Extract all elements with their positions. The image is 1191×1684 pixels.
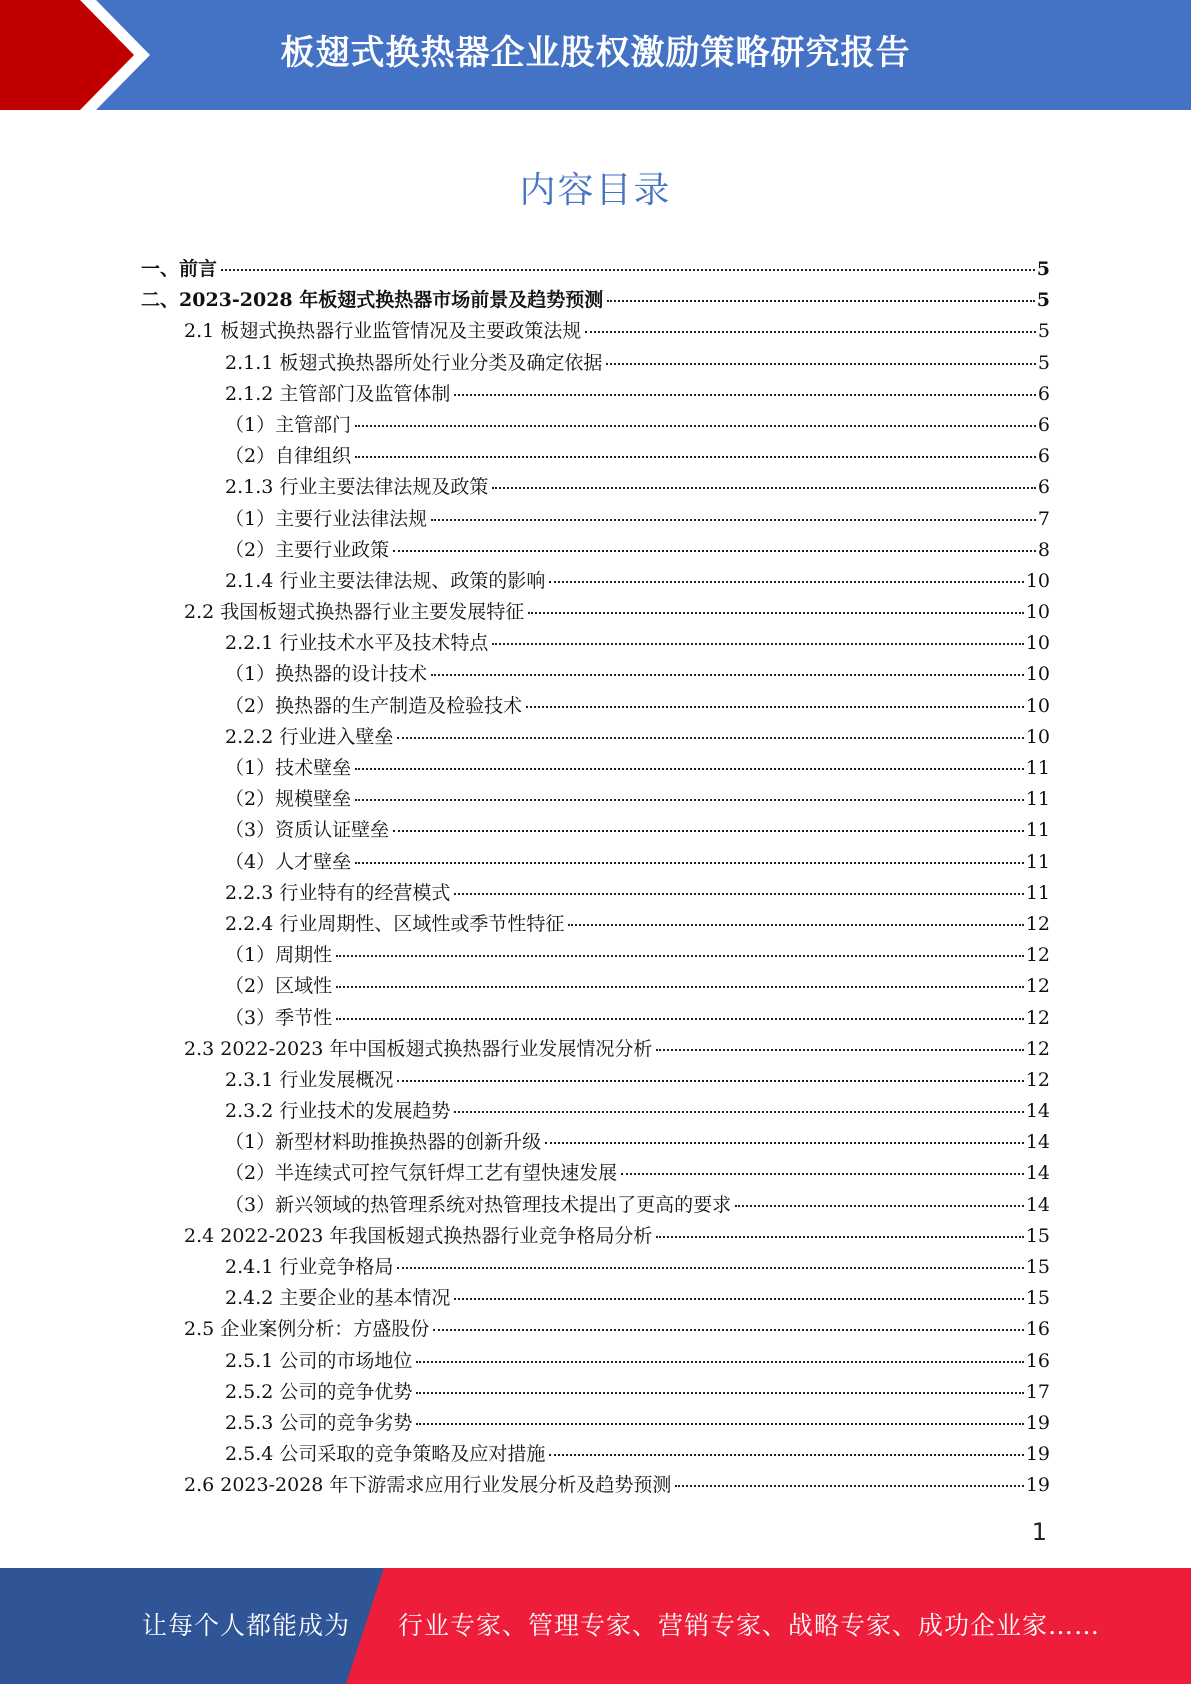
toc-dot-leader <box>549 581 1023 583</box>
toc-entry-label: 2.5.4 公司采取的竞争策略及应对措施 <box>225 1443 546 1466</box>
toc-entry[interactable] <box>141 597 1050 628</box>
toc-entry-page: 8 <box>1037 538 1050 561</box>
toc-entry-label: （1）技术壁垒 <box>225 757 352 779</box>
toc-dot-leader <box>397 1267 1023 1269</box>
toc-entry-label: （2）主要行业政策 <box>225 538 390 561</box>
toc-entry-label: （3）资质认证壁垒 <box>225 819 390 842</box>
toc-entry-page: 14 <box>1025 1193 1050 1216</box>
toc-entry[interactable] <box>141 1096 1050 1127</box>
toc-entry[interactable] <box>141 815 1050 846</box>
toc-entry-page: 11 <box>1025 788 1050 811</box>
toc-dot-leader <box>526 706 1024 708</box>
toc-entry-label: （1）换热器的设计技术 <box>225 663 428 686</box>
toc-entry-page: 10 <box>1025 632 1050 655</box>
toc-entry[interactable] <box>141 1034 1050 1065</box>
toc-entry-page: 12 <box>1025 1037 1050 1060</box>
toc-entry[interactable] <box>141 659 1050 690</box>
toc-entry[interactable] <box>141 628 1050 659</box>
toc-dot-leader <box>355 768 1024 770</box>
toc-dot-leader <box>221 269 1035 271</box>
page-number: 1 <box>1031 1518 1047 1546</box>
toc-dot-leader <box>492 643 1023 645</box>
toc-entry-page: 14 <box>1025 1131 1050 1154</box>
toc-dot-leader <box>675 1485 1023 1487</box>
toc-entry[interactable] <box>141 1252 1050 1283</box>
toc-entry-page: 11 <box>1025 819 1050 842</box>
toc-entry-label: 2.4.1 行业竞争格局 <box>225 1256 394 1278</box>
toc-entry[interactable] <box>141 753 1050 784</box>
toc-entry-label: 2.3.1 行业发展概况 <box>225 1068 394 1091</box>
toc-entry[interactable] <box>141 691 1050 722</box>
toc-entry-page: 14 <box>1025 1162 1050 1185</box>
toc-entry-page: 15 <box>1025 1256 1050 1278</box>
toc-entry[interactable] <box>141 1127 1050 1158</box>
toc-entry-label: （3）季节性 <box>225 1006 333 1029</box>
toc-entry-page: 16 <box>1025 1318 1050 1341</box>
toc-entry[interactable] <box>141 348 1050 379</box>
toc-entry-label: 2.2.3 行业特有的经营模式 <box>225 881 451 904</box>
toc-entry[interactable] <box>141 1221 1050 1252</box>
toc-entry[interactable] <box>141 722 1050 753</box>
toc-dot-leader <box>416 1392 1023 1394</box>
toc-entry[interactable] <box>141 410 1050 441</box>
toc-dot-leader <box>336 1018 1024 1020</box>
toc-entry[interactable] <box>141 535 1050 566</box>
toc-entry-label: （2）自律组织 <box>225 445 352 468</box>
toc-entry-label: 2.1.2 主管部门及监管体制 <box>225 382 451 405</box>
toc-entry-label: 2.5.2 公司的竞争优势 <box>225 1380 413 1403</box>
toc-entry-label: 2.4 2022-2023 年我国板翅式换热器行业竞争格局分析 <box>184 1224 653 1247</box>
toc-entry[interactable] <box>141 1003 1050 1034</box>
toc-entry[interactable] <box>141 847 1050 878</box>
toc-entry[interactable] <box>141 379 1050 410</box>
toc-entry-label: 2.5 企业案例分析：方盛股份 <box>184 1318 430 1341</box>
toc-dot-leader <box>336 986 1024 988</box>
toc-dot-leader <box>355 425 1036 427</box>
toc-entry-page: 11 <box>1025 850 1050 873</box>
toc-entry-label: 二、2023-2028 年板翅式换热器市场前景及趋势预测 <box>141 289 604 312</box>
toc-entry[interactable] <box>141 566 1050 597</box>
toc-entry-page: 16 <box>1025 1349 1050 1372</box>
chevron-arrow-icon <box>0 0 160 110</box>
footer-banner <box>0 1568 1191 1684</box>
toc-entry[interactable] <box>141 285 1050 316</box>
footer-slogan-left: 让每个人都能成为 <box>142 1611 351 1640</box>
toc-dot-leader <box>528 612 1024 614</box>
toc-entry-label: 2.2 我国板翅式换热器行业主要发展特征 <box>184 601 525 624</box>
toc-entry-label: 2.2.4 行业周期性、区域性或季节性特征 <box>225 912 565 935</box>
toc-dot-leader <box>607 300 1035 302</box>
toc-entry-page: 5 <box>1037 320 1050 343</box>
toc-entry-page: 10 <box>1025 725 1050 748</box>
toc-entry-page: 7 <box>1037 507 1050 530</box>
toc-entry[interactable] <box>141 1158 1050 1189</box>
toc-entry-page: 19 <box>1025 1443 1050 1466</box>
toc-entry-page: 11 <box>1025 881 1050 904</box>
toc-entry-label: （1）主要行业法律法规 <box>225 507 428 530</box>
toc-entry[interactable] <box>141 504 1050 535</box>
toc-dot-leader <box>585 331 1036 333</box>
toc-entry-page: 19 <box>1025 1474 1050 1497</box>
toc-dot-leader <box>355 862 1024 864</box>
toc-dot-leader <box>621 1173 1024 1175</box>
report-title: 板翅式换热器企业股权激励策略研究报告 <box>280 33 911 73</box>
toc-entry-label: 2.2.1 行业技术水平及技术特点 <box>225 632 489 655</box>
toc-entry-page: 12 <box>1025 975 1050 998</box>
toc-entry[interactable] <box>141 254 1050 285</box>
toc-entry-label: 2.5.3 公司的竞争劣势 <box>225 1411 413 1434</box>
toc-entry[interactable] <box>141 784 1050 815</box>
toc-dot-leader <box>397 737 1023 739</box>
toc-entry[interactable] <box>141 1283 1050 1314</box>
toc-dot-leader <box>393 830 1024 832</box>
toc-dot-leader <box>397 1080 1023 1082</box>
toc-entry-page: 10 <box>1025 663 1050 686</box>
toc-entry[interactable] <box>141 472 1050 503</box>
toc-dot-leader <box>735 1205 1024 1207</box>
toc-dot-leader <box>568 924 1023 926</box>
toc-entry-label: 2.1.3 行业主要法律法规及政策 <box>225 476 489 499</box>
toc-entry[interactable] <box>141 909 1050 940</box>
toc-entry-page: 5 <box>1037 351 1050 374</box>
toc-entry[interactable] <box>141 1377 1050 1408</box>
toc-entry-page: 5 <box>1036 289 1050 312</box>
toc-entry-page: 12 <box>1025 944 1050 967</box>
toc-entry-label: （2）半连续式可控气氛钎焊工艺有望快速发展 <box>225 1162 618 1185</box>
toc-entry-page: 10 <box>1025 569 1050 592</box>
toc-entry-label: （1）主管部门 <box>225 413 352 436</box>
toc-entry-label: 2.2.2 行业进入壁垒 <box>225 725 394 748</box>
toc-entry-label: 2.1.1 板翅式换热器所处行业分类及确定依据 <box>225 351 603 374</box>
toc-entry[interactable] <box>141 1314 1050 1345</box>
toc-dot-leader <box>433 1329 1024 1331</box>
toc-entry-label: 2.4.2 主要企业的基本情况 <box>225 1287 451 1310</box>
toc-dot-leader <box>606 363 1036 365</box>
toc-dot-leader <box>431 674 1024 676</box>
toc-entry-label: 2.1 板翅式换热器行业监管情况及主要政策法规 <box>184 320 582 343</box>
toc-dot-leader <box>393 550 1036 552</box>
toc-entry-label: （1）周期性 <box>225 944 333 967</box>
toc-title: 内容目录 <box>519 170 672 211</box>
toc-entry-page: 15 <box>1025 1287 1050 1310</box>
toc-entry-page: 10 <box>1025 694 1050 717</box>
toc-entry-page: 10 <box>1025 601 1050 624</box>
toc-dot-leader <box>355 456 1036 458</box>
toc-entry-label: 2.3 2022-2023 年中国板翅式换热器行业发展情况分析 <box>184 1037 653 1060</box>
toc-entry-label: （4）人才壁垒 <box>225 850 352 873</box>
toc-entry-page: 17 <box>1025 1380 1050 1403</box>
toc-entry[interactable] <box>141 1408 1050 1439</box>
toc-entry-label: 2.6 2023-2028 年下游需求应用行业发展分析及趋势预测 <box>184 1474 672 1497</box>
toc-entry[interactable] <box>141 878 1050 909</box>
toc-entry[interactable] <box>141 1065 1050 1096</box>
toc-entry-page: 6 <box>1037 382 1050 405</box>
toc-dot-leader <box>454 394 1036 396</box>
toc-dot-leader <box>549 1454 1023 1456</box>
toc-entry-page: 14 <box>1025 1100 1050 1123</box>
toc-entry-page: 12 <box>1025 912 1050 935</box>
toc-entry[interactable] <box>141 1346 1050 1377</box>
toc-entry[interactable] <box>141 316 1050 347</box>
toc-dot-leader <box>492 487 1036 489</box>
toc-dot-leader <box>656 1236 1023 1238</box>
toc-dot-leader <box>454 1111 1023 1113</box>
table-of-contents <box>141 254 1050 1502</box>
toc-entry-label: （3）新兴领域的热管理系统对热管理技术提出了更高的要求 <box>225 1193 732 1216</box>
toc-dot-leader <box>454 1298 1023 1300</box>
toc-entry-label: 2.1.4 行业主要法律法规、政策的影响 <box>225 569 546 592</box>
toc-dot-leader <box>545 1142 1024 1144</box>
toc-entry-page: 19 <box>1025 1411 1050 1434</box>
toc-entry-label: 2.3.2 行业技术的发展趋势 <box>225 1100 451 1123</box>
toc-dot-leader <box>355 799 1024 801</box>
toc-dot-leader <box>431 519 1036 521</box>
toc-entry[interactable] <box>141 1439 1050 1470</box>
toc-entry-label: 一、前言 <box>141 258 218 280</box>
toc-entry[interactable] <box>141 971 1050 1002</box>
footer-slogan-right: 行业专家、管理专家、营销专家、战略专家、成功企业家…… <box>398 1611 1101 1640</box>
toc-entry-label: 2.5.1 公司的市场地位 <box>225 1349 413 1372</box>
toc-entry-label: （1）新型材料助推换热器的创新升级 <box>225 1131 542 1154</box>
toc-entry-page: 12 <box>1025 1006 1050 1029</box>
toc-dot-leader <box>336 955 1024 957</box>
header-banner <box>0 0 1191 110</box>
toc-entry[interactable] <box>141 1190 1050 1221</box>
toc-dot-leader <box>416 1361 1023 1363</box>
toc-entry-label: （2）规模壁垒 <box>225 788 352 811</box>
toc-entry[interactable] <box>141 1470 1050 1501</box>
toc-entry-page: 15 <box>1025 1224 1050 1247</box>
toc-entry-page: 6 <box>1037 413 1050 436</box>
toc-dot-leader <box>454 893 1023 895</box>
toc-entry-page: 5 <box>1036 258 1050 280</box>
toc-entry-page: 6 <box>1037 476 1050 499</box>
toc-entry-label: （2）换热器的生产制造及检验技术 <box>225 694 523 717</box>
toc-entry-page: 6 <box>1037 445 1050 468</box>
toc-dot-leader <box>416 1423 1023 1425</box>
toc-entry-label: （2）区域性 <box>225 975 333 998</box>
toc-dot-leader <box>656 1049 1023 1051</box>
toc-entry-page: 11 <box>1025 757 1050 779</box>
toc-entry[interactable] <box>141 441 1050 472</box>
toc-entry[interactable] <box>141 940 1050 971</box>
toc-entry-page: 12 <box>1025 1068 1050 1091</box>
